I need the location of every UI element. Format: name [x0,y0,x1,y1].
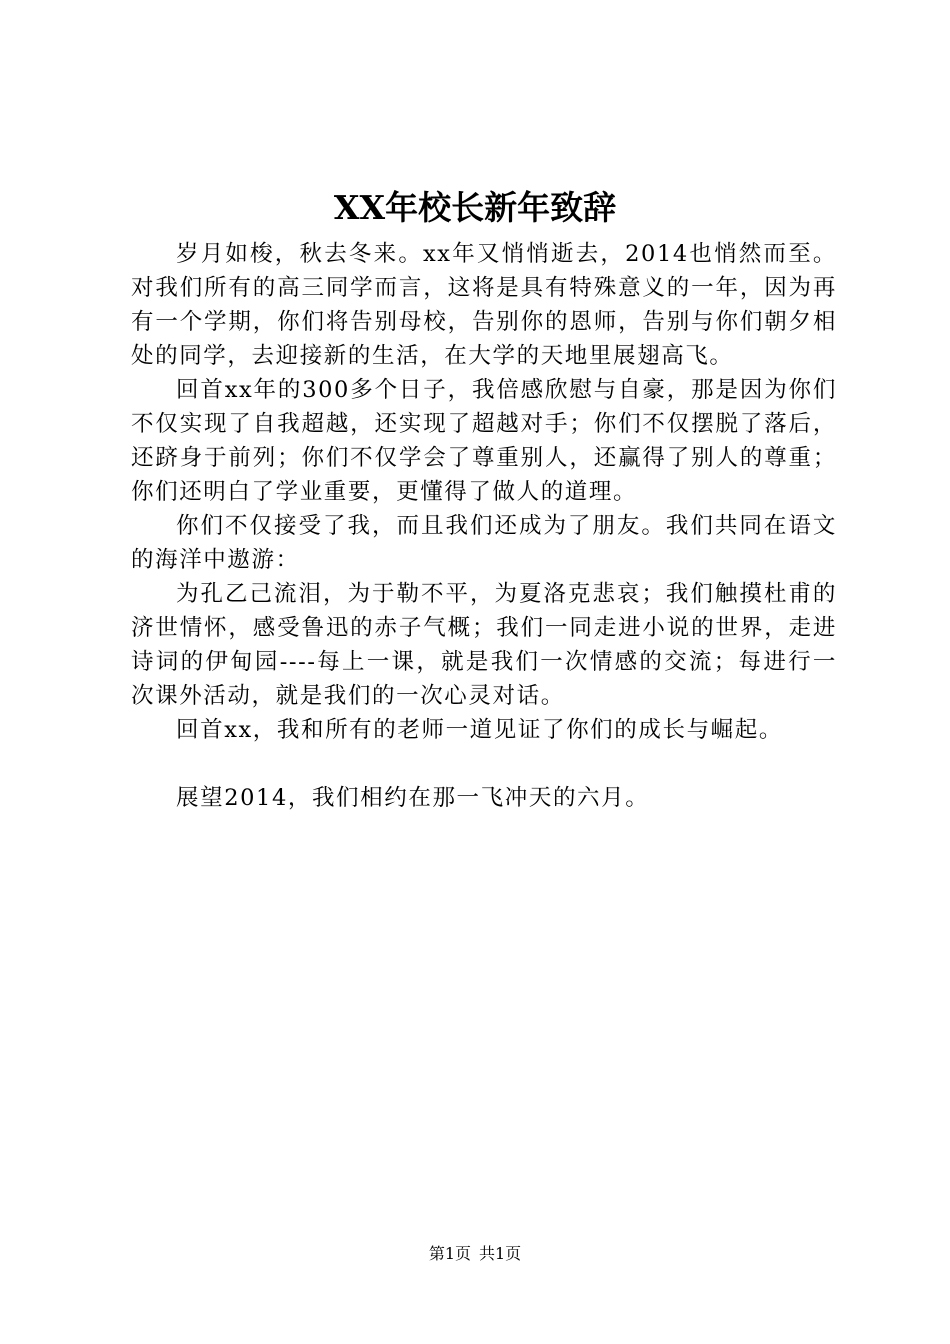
paragraph-6: 展望2014，我们相约在那一飞冲天的六月。 [176,785,650,811]
paragraph-2: 回首xx年的300多个日子，我倍感欣慰与自豪，那是因为你们不仅实现了自我超越，还实现了超越对手；你们不仅摆脱了落后，还跻身于前列；你们不仅学会了尊重别人，还赢得了别人的尊重；你们还明白了学业重要，更懂得了做人的道理。 [131,377,837,505]
page-total: 共1页 [479,1244,522,1263]
paragraph-4: 为孔乙己流泪，为于勒不平，为夏洛克悲哀；我们触摸杜甫的济世情怀，感受鲁迅的赤子气概；我们一同走进小说的世界，走进诗词的伊甸园----每上一课，就是我们一次情感的交流；每进行一次课外活动，就是我们的一次心灵对话。 [131,581,837,709]
paragraph-1: 岁月如梭，秋去冬来。xx年又悄悄逝去，2014也悄然而至。对我们所有的高三同学而言，这将是具有特殊意义的一年，因为再有一个学期，你们将告别母校，告别你的恩师，告别与你们朝夕相处的同学，去迎接新的生活，在大学的天地里展翅高飞。 [131,241,837,369]
document-body [131,237,837,815]
page-footer [0,1242,950,1266]
paragraph-3: 你们不仅接受了我，而且我们还成为了朋友。我们共同在语文的海洋中遨游： [131,513,837,573]
page-number: 第1页 [428,1244,471,1263]
paragraph-5: 回首xx，我和所有的老师一道见证了你们的成长与崛起。 [176,717,783,743]
document-title: XX年校长新年致辞 [333,188,617,227]
